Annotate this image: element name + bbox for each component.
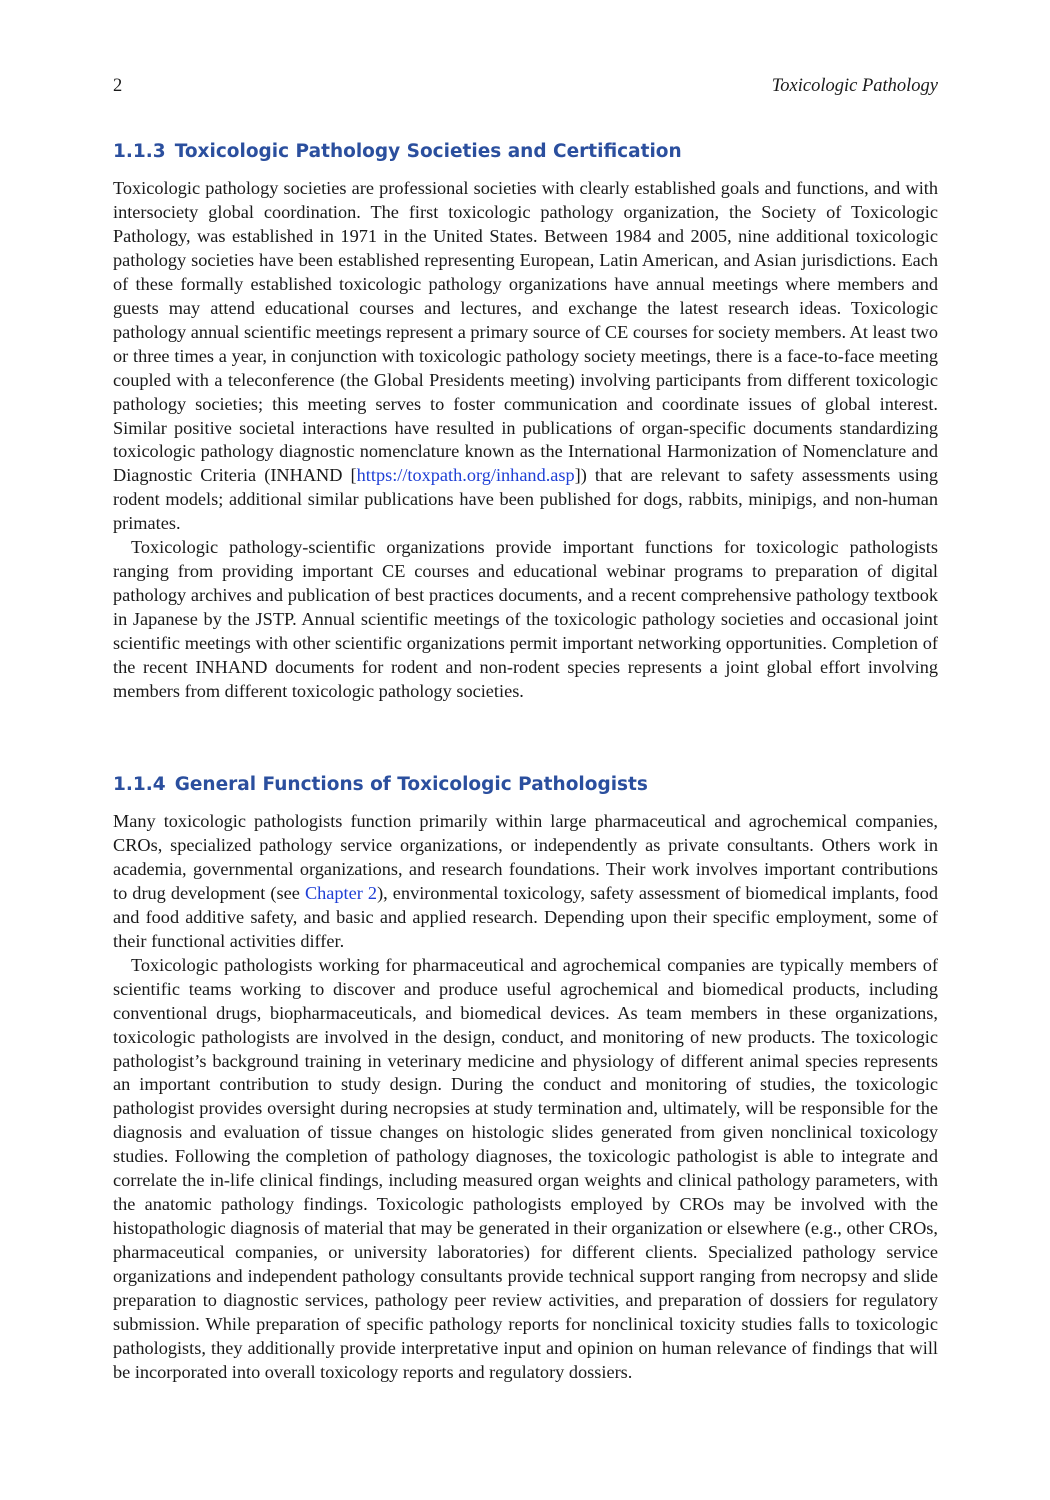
paragraph-text: ]) that are relevant to safety assessments using rodent models; additional similar publications have been published for dogs, rabbits, minipigs, and non-human primates. bbox=[113, 465, 939, 534]
paragraph-text: Toxicologic pathology societies are professional societies with clearly established goals and functions, and with intersociety global coordination. The first toxicologic pathology organization, the Society of Toxicologic Pathology, was established in 1971 in the United States. Between 1984 and 2005, nine additional toxicologic pathology societies have been established representing European, Latin American, and Asian jurisdictions. Each of these formally established toxicologic pathology organizations have annual meetings where members and guests may attend educational courses and lectures, and exchange the latest research ideas. Toxicologic pathology annual scientific meetings represent a primary source of CE courses for society members. At least two or three times a year, in conjunction with toxicologic pathology society meetings, there is a face-to-face meeting coupled with a teleconference (the Global Presidents meeting) involving participants from different toxicologic pathology societies; this meeting serves to foster communication and coordinate issues of global interest. Similar positive societal interactions have resulted in publications of organ-specific documents standardizing toxicologic pathology diagnostic nomenclature known as the International Harmonization of Nomenclature and Diagnostic Criteria (INHAND [ bbox=[113, 178, 938, 486]
section-heading bbox=[113, 139, 938, 165]
page-number: 2 bbox=[113, 76, 123, 96]
paragraph: Toxicologic pathology-scientific organizations provide important functions for toxicologic pathologists ranging from providing important CE courses and educational webinar programs to preparation of digital pathology archives and publication of best practices documents, and a recent comprehensive pathology textbook in Japanese by the JSTP. Annual scientific meetings of the toxicologic pathology societies and occasional joint scientific meetings with other scientific organizations permit important networking opportunities. Completion of the recent INHAND documents for rodent and non-rodent species represents a joint global effort involving members from different toxicologic pathology societies. bbox=[113, 537, 938, 702]
inhand-link[interactable]: https://toxpath.org/inhand.asp bbox=[356, 465, 575, 486]
paragraph-text: ), environmental toxicology, safety assessment of biomedical implants, food and food additive safety, and basic and applied research. Depending upon their specific employment, some of their functional activities differ. bbox=[113, 882, 938, 951]
paragraph: Toxicologic pathologists working for pharmaceutical and agrochemical companies are typically members of scientific teams working to discover and produce useful agrochemical and biomedical products, including conventional drugs, biopharmaceuticals, and biomedical devices. As team members in these organizations, toxicologic pathologists are involved in the design, conduct, and monitoring of new products. The toxicologic pathologist’s background training in veterinary medicine and physiology of different animal species represents an important contribution to study design. During the conduct and monitoring of studies, the toxicologic pathologist provides oversight during necropsies at study termination and, ultimately, will be responsible for the diagnosis and evaluation of tissue changes on histologic slides generated from given nonclinical toxicology studies. Following the completion of pathology diagnoses, the toxicologic pathologist is able to integrate and correlate the in-life clinical findings, including measured organ weights and clinical pathology parameters, with the anatomic pathology findings. Toxicologic pathologists employed by CROs may be involved with the histopathologic diagnosis of material that may be generated in their organization or elsewhere (e.g., other CROs, pharmaceutical companies, or university laboratories) for different clients. Specialized pathology service organizations and independent pathology consultants provide technical support ranging from necropsy and slide preparation to diagnostic services, pathology peer review activities, and preparation of dossiers for regulatory submission. While preparation of specific pathology reports for nonclinical toxicity studies falls to toxicologic pathologists, they additionally provide interpretative input and opinion on human relevance of findings that will be incorporated into overall toxicology reports and regulatory dossiers. bbox=[113, 954, 938, 1382]
section-heading bbox=[113, 772, 938, 798]
paragraph bbox=[113, 810, 938, 954]
running-title: Toxicologic Pathology bbox=[771, 76, 938, 96]
section-title: General Functions of Toxicologic Pathologists bbox=[174, 774, 648, 795]
section-number: 1.1.3 bbox=[113, 141, 166, 162]
section-title: Toxicologic Pathology Societies and Certification bbox=[174, 141, 682, 162]
chapter-2-link[interactable]: Chapter 2 bbox=[304, 882, 378, 903]
section-number: 1.1.4 bbox=[113, 774, 166, 795]
paragraph bbox=[113, 177, 938, 536]
section-1-1-3 bbox=[113, 139, 938, 704]
section-1-1-4 bbox=[113, 772, 938, 1385]
paragraph-text: Many toxicologic pathologists function primarily within large pharmaceutical and agrochemical companies, CROs, specialized pathology service organizations, or independently as private consultants. Others work in academia, governmental organizations, and research foundations. Their work involves important contributions to drug development (see bbox=[113, 811, 938, 903]
